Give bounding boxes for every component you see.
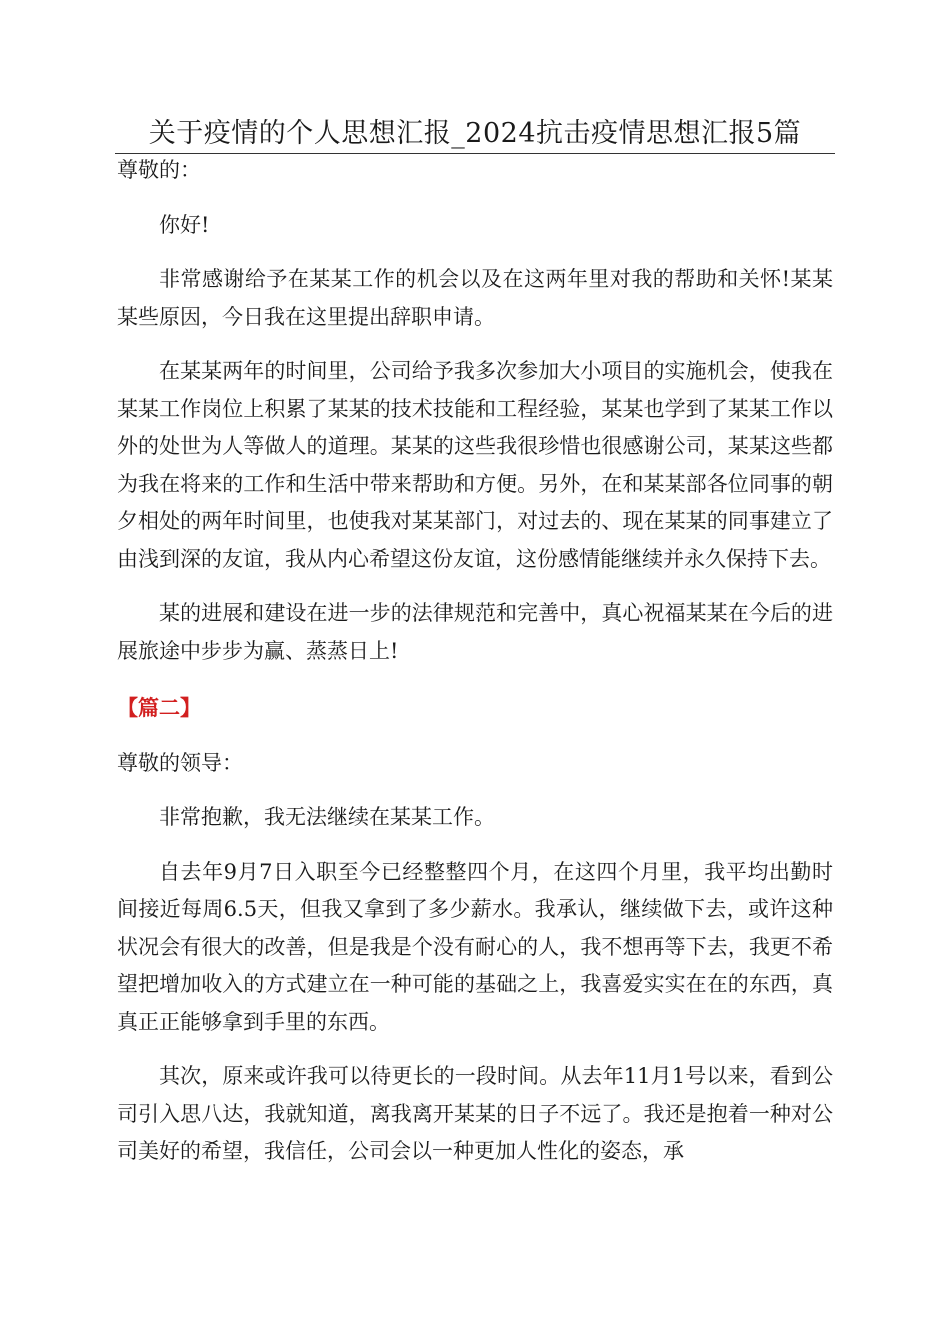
section2-salutation: 尊敬的领导：: [117, 750, 243, 775]
document-body: [117, 150, 833, 1171]
letter1-greeting: 你好!: [159, 212, 210, 237]
section2-paragraph: 自去年9月7日入职至今已经整整四个月，在这四个月里，我平均出勤时间接近每周6.5天，但我又拿到了多少薪水。我承认，继续做下去，或许这种状况会有很大的改善，但是我是个没有耐心的人，我不想再等下去，我更不希望把增加收入的方式建立在一种可能的基础之上，我喜爱实实在在的东西，真真正正能够拿到手里的东西。: [117, 859, 833, 1034]
section2-heading: 【篇二】: [117, 696, 201, 720]
section2-paragraph: 非常抱歉，我无法继续在某某工作。: [159, 805, 495, 829]
section2-paragraph: 其次，原来或许我可以待更长的一段时间。从去年11月1号以来，看到公司引入思八达，我就知道，离我离开某某的日子不远了。我还是抱着一种对公司美好的希望，我信任，公司会以一种更加人性化的姿态，承: [117, 1064, 833, 1163]
letter1-paragraph: 某的进展和建设在进一步的法律规范和完善中，真心祝福某某在今后的进展旅途中步步为赢、蒸蒸日上!: [117, 601, 833, 663]
letter1-salutation: 尊敬的：: [117, 158, 201, 182]
letter1-paragraph: 非常感谢给予在某某工作的机会以及在这两年里对我的帮助和关怀!某某某些原因，今日我在这里提出辞职申请。: [117, 267, 833, 329]
document-title: 关于疫情的个人思想汇报_2024抗击疫情思想汇报5篇: [148, 118, 802, 149]
letter1-paragraph: 在某某两年的时间里，公司给予我多次参加大小项目的实施机会，使我在某某工作岗位上积累了某某的技术技能和工程经验，某某也学到了某某工作以外的处世为人等做人的道理。某某的这些我很珍惜也很感谢公司，某某这些都为我在将来的工作和生活中带来帮助和方便。另外，在和某某部各位同事的朝夕相处的两年时间里，也使我对某某部门，对过去的、现在某某的同事建立了由浅到深的友谊，我从内心希望这份友谊，这份感情能继续并永久保持下去。: [117, 359, 833, 571]
